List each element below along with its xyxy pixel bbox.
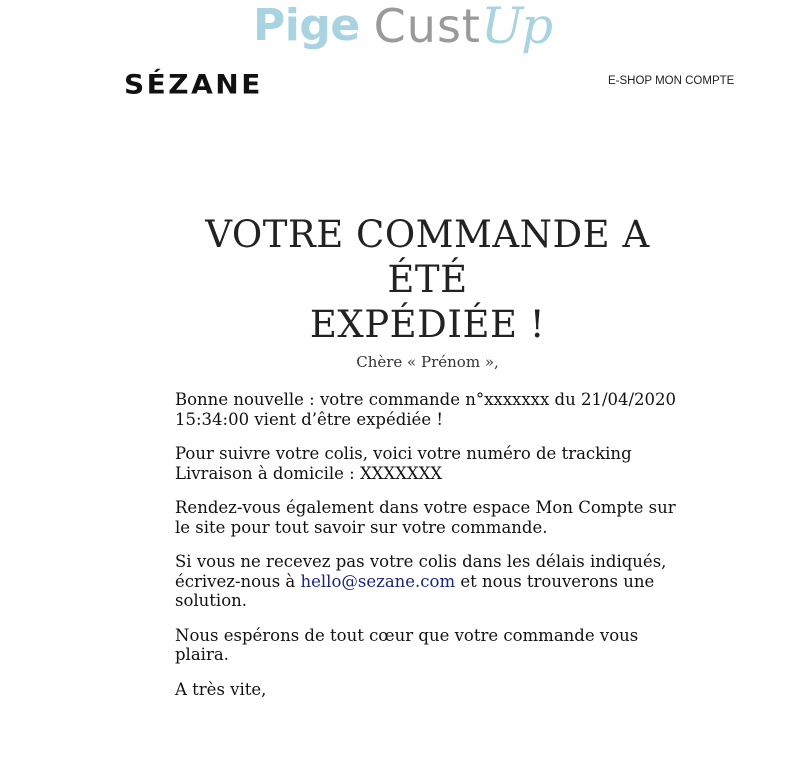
contact-text-before: Si vous ne recevez pas votre colis dans les délais indiqués, écrivez-nous à bbox=[175, 552, 667, 591]
nav-eshop-link[interactable]: E-SHOP bbox=[608, 75, 653, 87]
tracking-number: Livraison à domicile : XXXXXXX bbox=[175, 463, 443, 483]
paragraph-shipped: Bonne nouvelle : votre commande n°xxxxxxx du 21/04/2020 15:34:00 vient d’être expédiée ! bbox=[175, 390, 677, 429]
paragraph-account: Rendez-vous également dans votre espace Mon Compte sur le site pour tout savoir sur votre commande. bbox=[175, 498, 676, 537]
email-body bbox=[175, 390, 685, 714]
greeting: Chère « Prénom », bbox=[356, 353, 499, 371]
contact-text-after: et nous trouverons une solution. bbox=[175, 571, 655, 610]
paragraph-contact bbox=[175, 552, 685, 611]
watermark-up-text: Up bbox=[480, 0, 552, 55]
email-headline bbox=[160, 212, 695, 347]
nav-account-link[interactable]: MON COMPTE bbox=[655, 75, 735, 87]
watermark-cust-text: Cust bbox=[373, 0, 481, 53]
headline-line-1: VOTRE COMMANDE A ÉTÉ bbox=[205, 213, 650, 301]
paragraph-signoff: A très vite, bbox=[175, 679, 267, 699]
tracking-intro: Pour suivre votre colis, voici votre numéro de tracking bbox=[175, 444, 632, 463]
top-nav bbox=[608, 75, 734, 87]
paragraph-wishes: Nous espérons de tout cœur que votre commande vous plaira. bbox=[175, 625, 639, 664]
pigecustup-watermark bbox=[253, 0, 551, 66]
watermark-pige-text: Pige bbox=[253, 0, 360, 51]
headline-line-2: EXPÉDIÉE ! bbox=[309, 303, 546, 346]
support-email-link[interactable]: hello@sezane.com bbox=[300, 571, 456, 591]
sezane-logo[interactable]: SÉZANE bbox=[124, 69, 263, 101]
paragraph-tracking bbox=[175, 444, 685, 483]
